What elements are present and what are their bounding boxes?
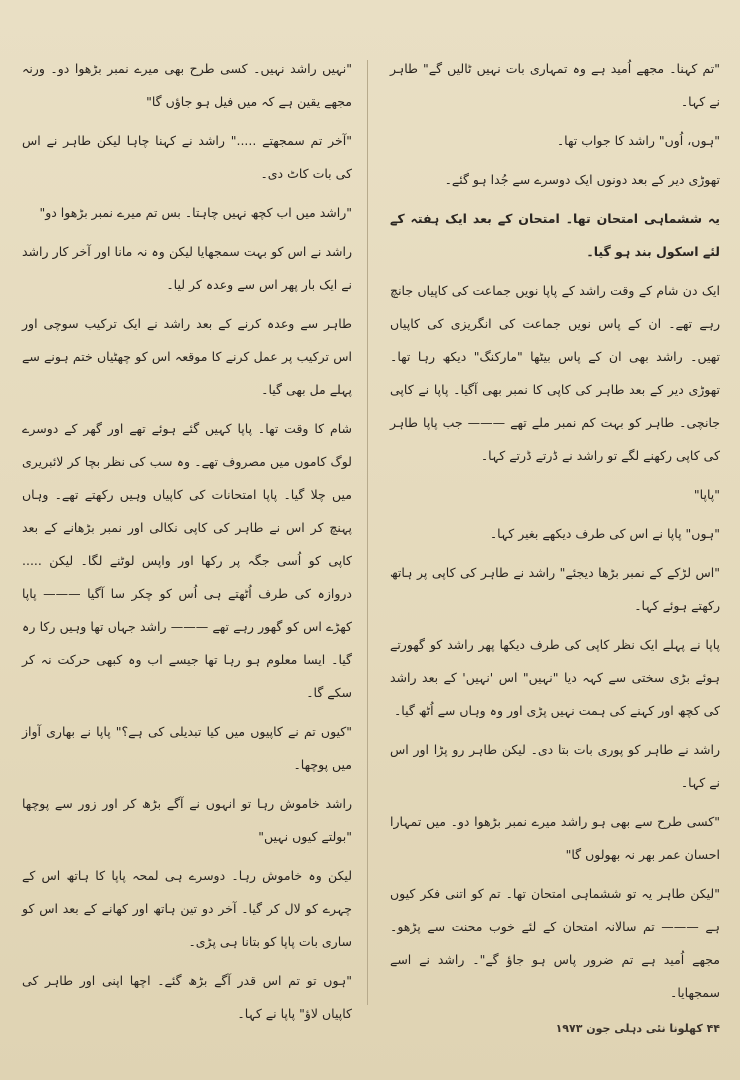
column-divider [367,60,368,1005]
paragraph: "پاپا" [693,487,720,502]
paragraph: یہ ششماہی امتحان تھا۔ امتحان کے بعد ایک ہفتہ کے لئے اسکول بند ہو گیا۔ [390,211,720,259]
paragraph: "اس لڑکے کے نمبر بڑھا دیجئے" راشد نے طاہر کی کاپی پر ہاتھ رکھتے ہوئے کہا۔ [390,565,720,613]
paragraph: راشد خاموش رہا تو انہوں نے آگے بڑھ کر اور زور سے پوچھا "بولتے کیوں نہیں" [22,796,352,844]
page-footer: ۴۴ کھلونا نئی دہلی جون ۱۹۷۳ [555,1022,720,1035]
paragraph: لیکن وہ خاموش رہا۔ دوسرے ہی لمحہ پاپا کا ہاتھ اس کے چہرے کو لال کر گیا۔ آخر دو تین ہاتھ اور کھانے کے بعد اس کو ساری بات پاپا کو بتانا ہی پڑی۔ [22,868,352,949]
paragraph: "ہوں تو تم اس قدر آگے بڑھ گئے۔ اچھا اپنی اور طاہر کی کاپیاں لاؤ" پاپا نے کہا۔ [22,973,352,1021]
paragraph: "کسی طرح سے بھی ہو راشد میرے نمبر بڑھوا دو۔ میں تمہارا احسان عمر بھر نہ بھولوں گا" [390,814,720,862]
paragraph: طاہر سے وعدہ کرنے کے بعد راشد نے ایک ترکیب سوچی اور اس ترکیب پر عمل کرنے کا موقعہ اس کو چھٹیاں ختم ہونے سے پہلے مل بھی گیا۔ [22,316,352,397]
paragraph: "تم کہنا۔ مجھے اُمید ہے وہ تمہاری بات نہیں ٹالیں گے" طاہر نے کہا۔ [390,61,720,109]
paragraph: "کیوں تم نے کاپیوں میں کیا تبدیلی کی ہے؟" پاپا نے بھاری آواز میں پوچھا۔ [22,724,352,772]
paragraph: "آخر تم سمجھتے ....." راشد نے کہنا چاہا لیکن طاہر نے اس کی بات کاٹ دی۔ [22,133,352,181]
right-column [390,52,720,1015]
paragraph: "ہوں، اُوں" راشد کا جواب تھا۔ [556,133,720,148]
paragraph: "لیکن طاہر یہ تو ششماہی امتحان تھا۔ تم کو اتنی فکر کیوں ہے ——— تم سالانہ امتحان کے لئے خوب محنت سے پڑھو۔ مجھے اُمید ہے تم ضرور پاس ہو جاؤ گے"۔ راشد نے اسے سمجھایا۔ [390,886,720,1000]
paragraph: "راشد میں اب کچھ نہیں چاہتا۔ بس تم میرے نمبر بڑھوا دو" [39,205,352,220]
paragraph: راشد نے طاہر کو پوری بات بتا دی۔ لیکن طاہر رو پڑا اور اس نے کہا۔ [390,742,720,790]
paragraph: "نہیں راشد نہیں۔ کسی طرح بھی میرے نمبر بڑھوا دو۔ ورنہ مجھے یقین ہے کہ میں فیل ہو جاؤں گا" [22,61,352,109]
paragraph: شام کا وقت تھا۔ پاپا کہیں گئے ہوئے تھے اور گھر کے دوسرے لوگ کاموں میں مصروف تھے۔ وہ سب کی نظر بچا کر لائبریری میں چلا گیا۔ پاپا امتحانات کی کاپیاں وہیں رکھتے تھے۔ وہاں پہنچ کر اس نے طاہر کی کاپی نکالی اور نمبر بڑھانے کے بعد کاپی کو اُسی جگہ پر رکھا اور واپس لوٹنے لگا۔ لیکن ..... دروازہ کی طرف اُٹھتے ہی اُس کو چکر سا آگیا ——— پاپا کھڑے اس کو گھور رہے تھے ——— راشد جہاں تھا وہیں رکا رہ گیا۔ ایسا معلوم ہو رہا تھا جیسے اب وہ کبھی حرکت نہ کر سکے گا۔ [22,421,352,700]
paragraph: ایک دن شام کے وقت راشد کے پاپا نویں جماعت کی کاپیاں جانچ رہے تھے۔ ان کے پاس نویں جماعت کی انگریزی کی کاپیاں تھیں۔ راشد بھی ان کے پاس بیٹھا "مارکنگ" دیکھ رہا تھا۔ تھوڑی دیر کے بعد طاہر کی کاپی کا نمبر بھی آگیا۔ پاپا نے کاپی جانچی۔ طاہر کو بہت کم نمبر ملے تھے ——— جب پاپا طاہر کی کاپی رکھنے لگے تو راشد نے ڈرتے ڈرتے کہا۔ [390,283,720,463]
paragraph: پاپا نے پہلے ایک نظر کاپی کی طرف دیکھا پھر راشد کو گھورتے ہوئے بڑی سختی سے کہہ دیا "نہیں" اس 'نہیں' کے بعد راشد کی کچھ اور کہنے کی ہمت نہیں پڑی اور وہ وہاں سے اُٹھ گیا۔ [390,637,720,718]
left-column [22,52,352,1036]
paragraph: تھوڑی دیر کے بعد دونوں ایک دوسرے سے جُدا ہو گئے۔ [444,172,720,187]
paragraph: راشد نے اس کو بہت سمجھایا لیکن وہ نہ مانا اور آخر کار راشد نے ایک بار پھر اس سے وعدہ کر لیا۔ [22,244,352,292]
paragraph: "ہوں" پاپا نے اس کی طرف دیکھے بغیر کہا۔ [489,526,720,541]
